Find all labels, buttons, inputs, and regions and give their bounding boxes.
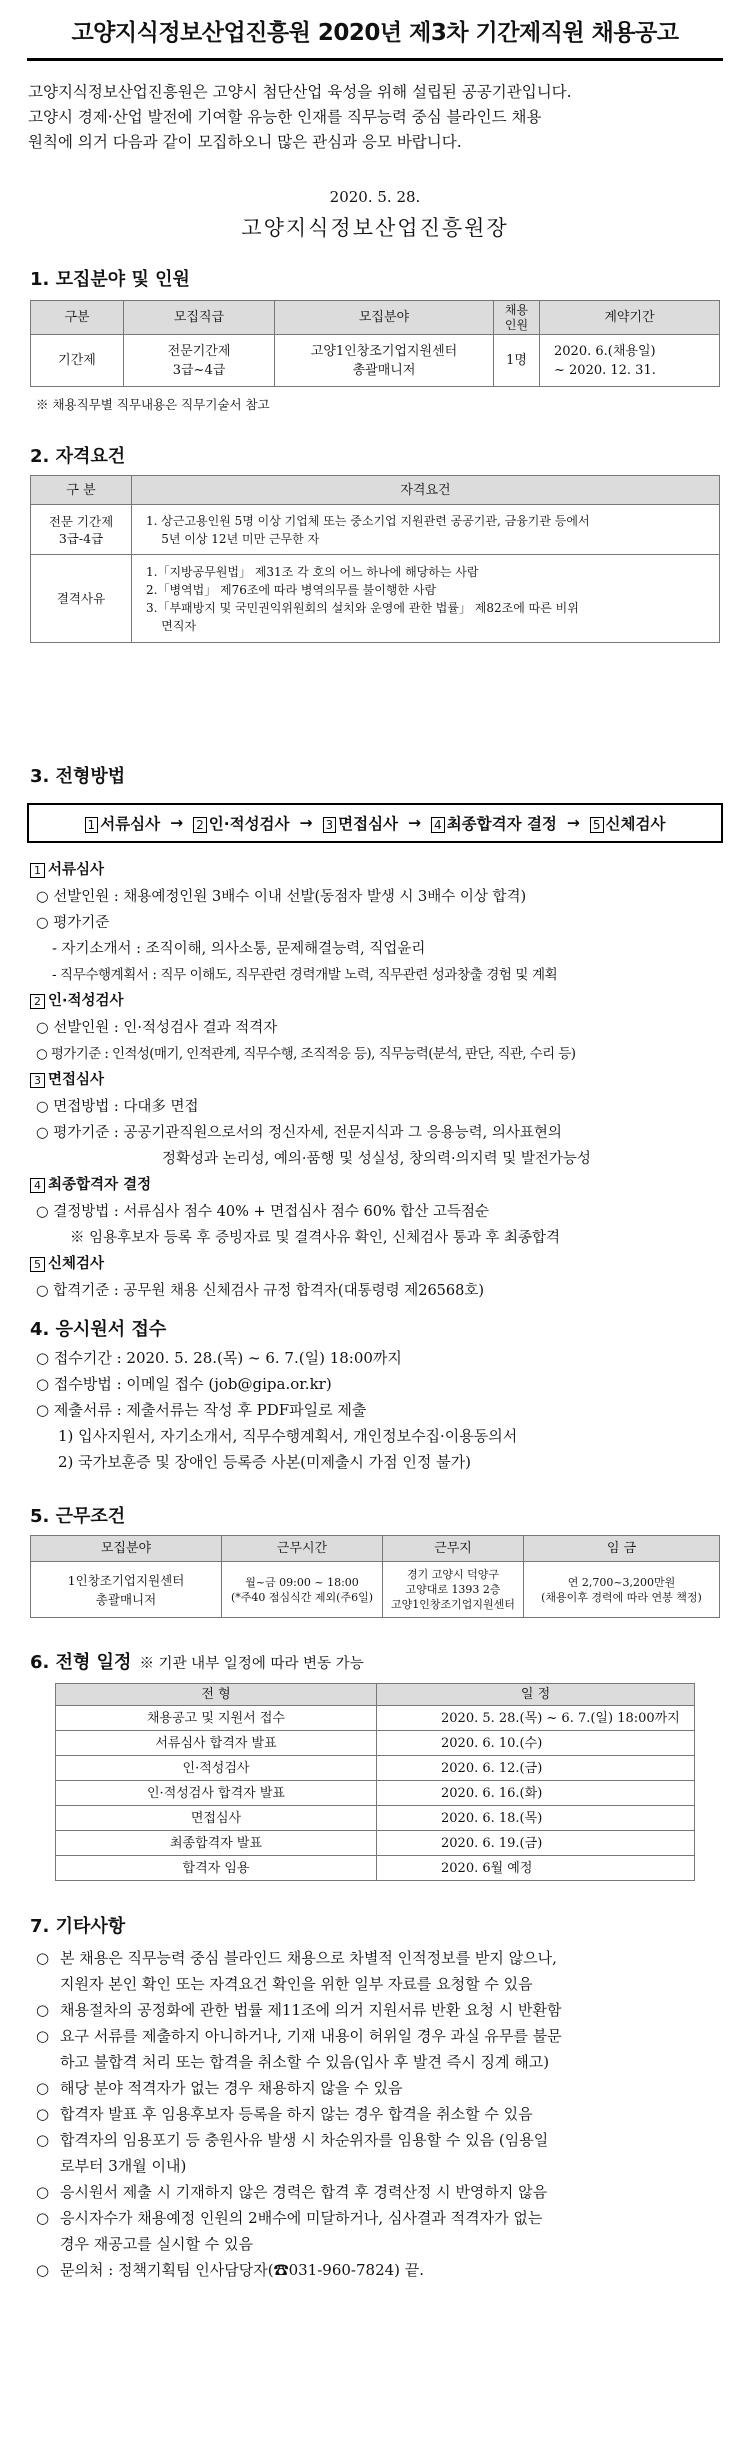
table-header: 근무시간 — [222, 1536, 383, 1562]
table-cell: 1인창조기업지원센터 총괄매니저 — [31, 1562, 222, 1618]
table-cell: 2020. 5. 28.(목) ~ 6. 7.(일) 18:00까지 — [377, 1706, 695, 1731]
other-details — [36, 1945, 726, 2283]
bullet: ○ — [36, 2209, 50, 2227]
arrow-icon: → — [566, 814, 580, 832]
other-line — [36, 2127, 726, 2153]
step-number: 5 — [590, 817, 604, 833]
organization-name: 고양지식정보산업진흥원장 — [241, 216, 509, 240]
bullet: ○ — [36, 2027, 50, 2045]
table-cell: 인·적성검사 합격자 발표 — [56, 1781, 377, 1806]
table-row — [56, 1781, 695, 1806]
bullet: ○ — [36, 1949, 50, 1967]
section-heading-other: 7. 기타사항 — [30, 1916, 126, 1937]
table-cell: 2020. 6. 10.(수) — [377, 1731, 695, 1756]
schedule-table — [55, 1683, 695, 1881]
bullet: ○ — [36, 2001, 50, 2019]
section-heading-selection: 3. 전형방법 — [30, 766, 126, 787]
section-heading-conditions: 5. 근무조건 — [30, 1506, 126, 1527]
table-header: 일 정 — [377, 1684, 695, 1706]
subsection-heading — [30, 1172, 730, 1199]
table-cell: 2020. 6. 12.(금) — [377, 1756, 695, 1781]
step-label: 서류심사 — [100, 815, 161, 833]
table-cell: 2020. 6월 예정 — [377, 1856, 695, 1881]
detail-line: ※ 임용후보자 등록 후 증빙자료 및 결격사유 확인, 신체검사 통과 후 최종합격 — [70, 1230, 561, 1246]
detail-line: ○ 평가기준 : 인적성(매기, 인적관계, 직무수행, 조직적응 등), 직무능력(분석, 판단, 직관, 수리 등) — [36, 1046, 576, 1062]
application-line: ○ 제출서류 : 제출서류는 작성 후 PDF파일로 제출 — [36, 1401, 367, 1419]
step-item — [85, 812, 161, 834]
arrow-icon: → — [408, 814, 422, 832]
table-cell: 서류심사 합격자 발표 — [56, 1731, 377, 1756]
table-header: 근무지 — [383, 1536, 524, 1562]
other-line — [36, 2023, 726, 2049]
subsection-number: 4 — [30, 1178, 45, 1193]
other-line — [36, 2075, 726, 2101]
table-cell: 2020. 6.(채용일) ~ 2020. 12. 31. — [540, 335, 720, 387]
table-cell: 고양1인창조기업지원센터 총괄매니저 — [275, 335, 494, 387]
step-number: 3 — [323, 817, 337, 833]
other-line — [36, 2101, 726, 2127]
other-text: 요구 서류를 제출하지 아니하거나, 기재 내용이 허위일 경우 과실 유무를 불문 — [60, 2027, 562, 2045]
table-row — [56, 1706, 695, 1731]
step-number: 4 — [431, 817, 445, 833]
qualifications-table — [30, 475, 720, 643]
table-cell: 인·적성검사 — [56, 1756, 377, 1781]
table-header: 모집직급 — [124, 301, 275, 335]
application-line: ○ 접수기간 : 2020. 5. 28.(목) ~ 6. 7.(일) 18:00까지 — [36, 1349, 402, 1367]
table-header: 채용 인원 — [494, 301, 540, 335]
other-text: 합격자 발표 후 임용후보자 등록을 하지 않는 경우 합격을 취소할 수 있음 — [60, 2105, 533, 2123]
conditions-table — [30, 1535, 720, 1618]
bullet: ○ — [36, 2183, 50, 2201]
page-title: 고양지식정보산업진흥원 2020년 제3차 기간제직원 채용공고 — [71, 20, 679, 46]
other-line — [36, 1971, 726, 1997]
detail-line: ○ 선발인원 : 인·적성검사 결과 적격자 — [36, 1020, 278, 1036]
table-cell: 경기 고양시 덕양구 고양대로 1393 2층 고양1인창조기업지원센터 — [383, 1562, 524, 1618]
table-row — [31, 1562, 720, 1618]
intro-line: 고양지식정보산업진흥원은 고양시 첨단산업 육성을 위해 설립된 공공기관입니다. — [28, 83, 572, 101]
subsection-title: 서류심사 — [48, 862, 105, 878]
application-line: 2) 국가보훈증 및 장애인 등록증 사본(미제출시 가점 인정 불가) — [58, 1453, 472, 1471]
step-item — [193, 812, 289, 834]
other-line — [36, 2049, 726, 2075]
title-divider — [27, 58, 723, 61]
bullet: ○ — [36, 2131, 50, 2149]
step-number: 2 — [193, 817, 207, 833]
other-text: 로부터 3개월 이내) — [60, 2157, 187, 2175]
other-text: 합격자의 임용포기 등 충원사유 발생 시 차순위자를 임용할 수 있음 (임용일 — [60, 2131, 549, 2149]
subsection-title: 신체검사 — [48, 1256, 105, 1272]
other-text: 본 채용은 직무능력 중심 블라인드 채용으로 차별적 인적정보를 받지 않으나, — [60, 1949, 557, 1967]
section-heading-schedule — [30, 1648, 364, 1674]
selection-steps-box — [27, 803, 723, 843]
other-text: 경우 재공고를 실시할 수 있음 — [60, 2235, 253, 2253]
section-heading-recruitment: 1. 모집분야 및 인원 — [30, 269, 190, 290]
table-header: 자격요건 — [132, 476, 720, 505]
other-line — [36, 2153, 726, 2179]
schedule-heading-text: 6. 전형 일정 — [30, 1652, 132, 1673]
subsection-number: 2 — [30, 994, 45, 1009]
table-cell: 기간제 — [31, 335, 124, 387]
table-cell: 1. 상근고용인원 5명 이상 기업체 또는 중소기업 지원관련 공공기관, 금융기관 등에서 5년 이상 12년 미만 근무한 자 — [132, 505, 720, 555]
table-header: 구분 — [31, 301, 124, 335]
detail-line: ○ 평가기준 : 공공기관직원으로서의 정신자세, 전문지식과 그 응용능력, 의사표현의 — [36, 1125, 562, 1141]
table-cell: 면접심사 — [56, 1806, 377, 1831]
bullet — [36, 2049, 60, 2075]
table-cell: 2020. 6. 18.(목) — [377, 1806, 695, 1831]
table-cell: 연 2,700~3,200만원 (채용이후 경력에 따라 연봉 책정) — [524, 1562, 720, 1618]
table-cell: 합격자 임용 — [56, 1856, 377, 1881]
other-text: 지원자 본인 확인 또는 자격요건 확인을 위한 일부 자료를 요청할 수 있음 — [60, 1975, 533, 1993]
intro-paragraph — [28, 80, 728, 155]
detail-line: ○ 평가기준 — [36, 915, 110, 931]
table-cell: 2020. 6. 16.(화) — [377, 1781, 695, 1806]
table-header: 구 분 — [31, 476, 132, 505]
other-line — [36, 2231, 726, 2257]
other-line — [36, 1945, 726, 1971]
bullet — [36, 2153, 60, 2179]
table-row — [31, 555, 720, 643]
subsection-title: 면접심사 — [48, 1072, 105, 1088]
step-item — [431, 812, 557, 834]
table-row — [56, 1731, 695, 1756]
bullet: ○ — [36, 2079, 50, 2097]
bullet: ○ — [36, 2105, 50, 2123]
table-header: 계약기간 — [540, 301, 720, 335]
subsection-title: 최종합격자 결정 — [48, 1177, 152, 1193]
table-header: 임 금 — [524, 1536, 720, 1562]
detail-line: ○ 면접방법 : 다대多 면접 — [36, 1099, 199, 1115]
other-line — [36, 2179, 726, 2205]
step-item — [323, 812, 399, 834]
detail-line: - 직무수행계획서 : 직무 이해도, 직무관련 경력개발 노력, 직무관련 성과창출 경험 및 계획 — [52, 967, 558, 983]
step-label: 신체검사 — [605, 815, 666, 833]
table-header: 모집분야 — [31, 1536, 222, 1562]
announcement-date: 2020. 5. 28. — [329, 188, 421, 206]
application-line: ○ 접수방법 : 이메일 접수 (job@gipa.or.kr) — [36, 1375, 332, 1393]
step-item — [590, 812, 666, 834]
step-label: 인·적성검사 — [208, 815, 290, 833]
bullet — [36, 2231, 60, 2257]
detail-line: 정확성과 논리성, 예의·품행 및 성실성, 창의력·의지력 및 발전가능성 — [162, 1151, 591, 1167]
intro-line: 원칙에 의거 다음과 같이 모집하오니 많은 관심과 응모 바랍니다. — [28, 133, 462, 151]
table-row — [56, 1831, 695, 1856]
section-heading-qualifications: 2. 자격요건 — [30, 446, 126, 467]
table-row — [56, 1756, 695, 1781]
application-line: 1) 입사지원서, 자기소개서, 직무수행계획서, 개인정보수집·이용동의서 — [58, 1427, 518, 1445]
table-cell: 최종합격자 발표 — [56, 1831, 377, 1856]
other-text: 해당 분야 적격자가 없는 경우 채용하지 않을 수 있음 — [60, 2079, 403, 2097]
application-details — [36, 1345, 726, 1475]
subsection-heading — [30, 988, 730, 1015]
step-label: 면접심사 — [338, 815, 399, 833]
other-text: 문의처 : 정책기획팀 인사담당자(☎031-960-7824) 끝. — [60, 2261, 425, 2279]
subsection-number: 1 — [30, 863, 45, 878]
section-heading-application: 4. 응시원서 접수 — [30, 1319, 167, 1340]
step-label: 최종합격자 결정 — [446, 815, 557, 833]
table-cell: 전문 기간제 3급-4급 — [31, 505, 132, 555]
table-cell: 결격사유 — [31, 555, 132, 643]
detail-line: ○ 합격기준 : 공무원 채용 신체검사 규정 합격자(대통령령 제26568호) — [36, 1283, 485, 1299]
step-number: 1 — [85, 817, 99, 833]
arrow-icon: → — [170, 814, 184, 832]
table-cell: 전문기간제 3급~4급 — [124, 335, 275, 387]
intro-line: 고양시 경제·산업 발전에 기여할 유능한 인재를 직무능력 중심 블라인드 채용 — [28, 108, 542, 126]
recruitment-note: ※ 채용직무별 직무내용은 직무기술서 참고 — [36, 397, 270, 412]
other-text: 응시자수가 채용예정 인원의 2배수에 미달하거나, 심사결과 적격자가 없는 — [60, 2209, 543, 2227]
table-row — [31, 335, 720, 387]
table-header: 모집분야 — [275, 301, 494, 335]
subsection-number: 5 — [30, 1257, 45, 1272]
table-cell: 1명 — [494, 335, 540, 387]
selection-details — [30, 857, 730, 1304]
table-row — [31, 505, 720, 555]
detail-line: ○ 결정방법 : 서류심사 점수 40% + 면접심사 점수 60% 합산 고득점순 — [36, 1204, 489, 1220]
recruitment-table — [30, 300, 720, 387]
arrow-icon: → — [299, 814, 313, 832]
bullet — [36, 1971, 60, 1997]
subsection-heading — [30, 1067, 730, 1094]
subsection-title: 인·적성검사 — [48, 993, 124, 1009]
table-row — [56, 1806, 695, 1831]
other-line — [36, 2205, 726, 2231]
other-text: 채용절차의 공정화에 관한 법률 제11조에 의거 지원서류 반환 요청 시 반환함 — [60, 2001, 562, 2019]
schedule-note: ※ 기관 내부 일정에 따라 변동 가능 — [139, 1656, 364, 1672]
subsection-heading — [30, 1251, 730, 1278]
subsection-heading — [30, 857, 730, 884]
other-line — [36, 2257, 726, 2283]
table-cell: 2020. 6. 19.(금) — [377, 1831, 695, 1856]
table-cell: 채용공고 및 지원서 접수 — [56, 1706, 377, 1731]
table-header: 전 형 — [56, 1684, 377, 1706]
other-text: 응시원서 제출 시 기재하지 않은 경력은 합격 후 경력산정 시 반영하지 않음 — [60, 2183, 548, 2201]
other-line — [36, 1997, 726, 2023]
table-cell: 월~금 09:00 ~ 18:00 (*주40 점심식간 제외(주6일) — [222, 1562, 383, 1618]
table-cell: 1.「지방공무원법」 제31조 각 호의 어느 하나에 해당하는 사람 2.「병역법」 제76조에 따라 병역의무를 불이행한 사람 3.「부패방지 및 국민권익위원회의 설치와 운영에 관한 법률」 제82조에 따른 비위 면직자 — [132, 555, 720, 643]
subsection-number: 3 — [30, 1073, 45, 1088]
detail-line: - 자기소개서 : 조직이해, 의사소통, 문제해결능력, 직업윤리 — [52, 941, 426, 957]
table-row — [56, 1856, 695, 1881]
detail-line: ○ 선발인원 : 채용예정인원 3배수 이내 선발(동점자 발생 시 3배수 이상 합격) — [36, 889, 527, 905]
bullet: ○ — [36, 2261, 50, 2279]
other-text: 하고 불합격 처리 또는 합격을 취소할 수 있음(입사 후 발견 즉시 징계 해고) — [60, 2053, 550, 2071]
